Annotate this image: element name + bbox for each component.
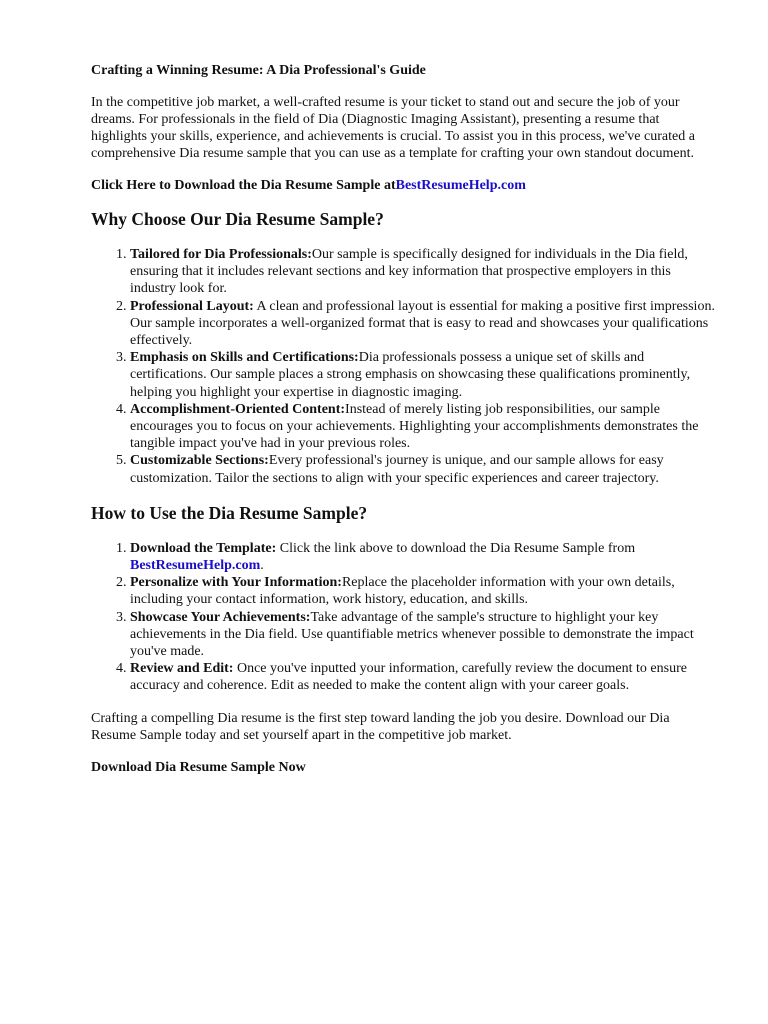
- list-item: [130, 660, 716, 694]
- why-heading: Why Choose Our Dia Resume Sample?: [91, 209, 384, 229]
- list-item: [130, 609, 716, 661]
- download-now-link[interactable]: Download Dia Resume Sample Now: [91, 759, 306, 775]
- why-list: [91, 246, 716, 487]
- list-item-text: A clean and professional layout is essential for making a positive first impression. Our sample incorporates a well-organized format that is easy to read and showcases your qualifications effectively.: [130, 298, 715, 349]
- list-item-term: Accomplishment-Oriented Content:: [130, 401, 346, 417]
- how-heading: How to Use the Dia Resume Sample?: [91, 502, 368, 523]
- closing-paragraph: Crafting a compelling Dia resume is the first step toward landing the job you desire. Download our Dia Resume Sample today and set yourself apart in the competitive job market.: [91, 710, 670, 743]
- list-item-term: Emphasis on Skills and Certifications:: [130, 350, 359, 366]
- list-item-text: Once you've inputted your information, carefully review the document to ensure accuracy and coherence. Edit as needed to make the content align with your career goals.: [130, 661, 687, 694]
- list-item-term: Download the Template:: [130, 540, 277, 556]
- list-item: [130, 574, 716, 608]
- list-item-text: Click the link above to download the Dia Resume Sample from: [276, 540, 636, 556]
- how-list: [91, 540, 716, 695]
- list-item-term: Tailored for Dia Professionals:: [130, 247, 312, 262]
- list-item-term: Review and Edit:: [130, 661, 234, 677]
- list-item-text: Replace the placeholder information with your own details, including your contact information, work history, education, and skills.: [130, 575, 675, 608]
- download-line: [91, 177, 716, 194]
- list-item-suffix: .: [260, 558, 264, 574]
- intro-paragraph: In the competitive job market, a well-crafted resume is your ticket to stand out and secure the job of your dreams. For professionals in the field of Dia (Diagnostic Imaging Assistant), presenting a resume that highlights your skills, experience, and achievements is crucial. To assist you in this process, we've curated a comprehensive Dia resume sample that you can use as a template for crafting your own standout document.: [91, 95, 695, 161]
- list-item: [130, 452, 716, 486]
- bestresumehelp-link[interactable]: BestResumeHelp.com: [395, 178, 526, 193]
- list-item: [130, 349, 716, 401]
- list-item-text: Take advantage of the sample's structure to highlight your key achievements in the Dia field. Use quantifiable metrics whenever possible to demonstrate the impact you've made.: [130, 609, 694, 660]
- document-page: [91, 62, 716, 776]
- list-item-text: Our sample is specifically designed for individuals in the Dia field, ensuring that it includes relevant sections and key information that prospective employers in this industry look for.: [130, 247, 688, 297]
- list-item: [130, 298, 716, 350]
- download-prefix: Click Here to Download the Dia Resume Sample at: [91, 178, 396, 193]
- list-item-text: Dia professionals possess a unique set of skills and certifications. Our sample places a strong emphasis on showcasing these qualifications prominently, helping you highlight your expertise in diagnostic imaging.: [130, 350, 691, 400]
- list-item-term: Personalize with Your Information:: [130, 575, 342, 591]
- list-item-text: Every professional's journey is unique, and our sample allows for easy customization. Tailor the sections to align with your specific experiences and career trajectory.: [130, 453, 664, 486]
- list-item-term: Professional Layout:: [130, 298, 254, 314]
- document-title: Crafting a Winning Resume: A Dia Professional's Guide: [91, 63, 426, 78]
- list-item: [130, 540, 716, 574]
- list-item: [130, 246, 716, 298]
- list-item-term: Showcase Your Achievements:: [130, 609, 311, 625]
- list-item-text: Instead of merely listing job responsibilities, our sample encourages you to focus on your achievements. Highlighting your accomplishments demonstrates the tangible impact you've had in your previous roles.: [130, 401, 699, 452]
- bestresumehelp-link[interactable]: BestResumeHelp.com: [130, 558, 261, 574]
- list-item: [130, 401, 716, 453]
- list-item-term: Customizable Sections:: [130, 453, 269, 469]
